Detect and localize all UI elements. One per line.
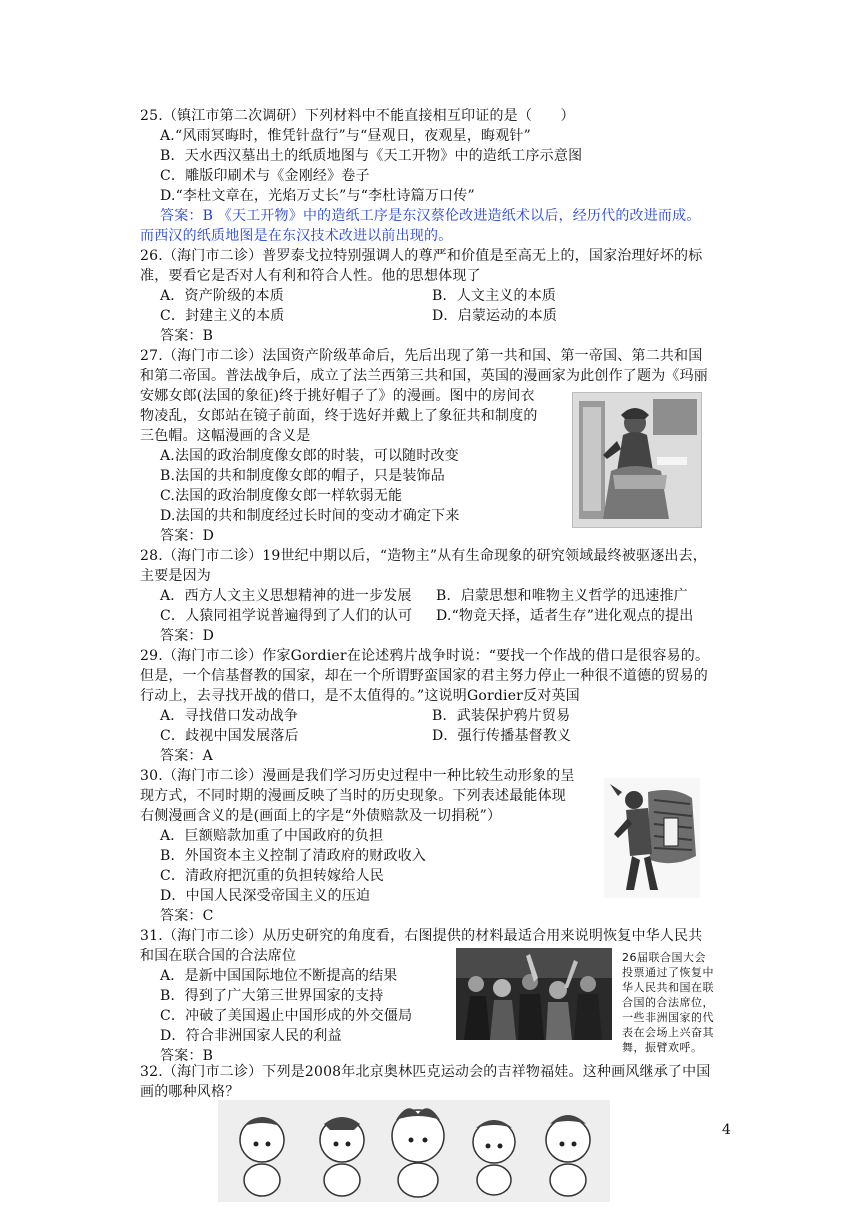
q25-option-d: D.“李杜文章在，光焰万丈长”与“李杜诗篇万口传”	[160, 188, 475, 204]
un-photo-caption-line4: 合国的合法席位，	[622, 996, 714, 1009]
un-photo-caption-line1: 26届联合国大会	[622, 951, 706, 964]
q26-stem-line2: 准，要看它是否对人有利和符合人性。他的思想体现了	[140, 268, 481, 284]
q27-option-d: D.法国的共和制度经过长时间的变动才确定下来	[160, 508, 460, 524]
page-number: 4	[722, 1122, 731, 1138]
q28-option-a: A．西方人文主义思想精神的进一步发展	[160, 588, 412, 604]
q25-option-b: B．天水西汉墓出土的纸质地图与《天工开物》中的造纸工序示意图	[160, 148, 583, 164]
q31-option-d: D．符合非洲国家人民的利益	[160, 1028, 342, 1044]
q26-option-a: A．资产阶级的本质	[160, 288, 284, 304]
q26-option-c: C．封建主义的本质	[160, 308, 285, 324]
un-assembly-photo	[456, 948, 612, 1040]
q30-stem-line1: 30.（海门市二诊）漫画是我们学习历史过程中一种比较生动形象的呈	[140, 768, 575, 784]
burden-cartoon-drawing	[604, 778, 700, 898]
q28-stem-line1: 28.（海门市二诊）19世纪中期以后，“造物主”从有生命现象的研究领域最终被驱逐出去，	[140, 548, 707, 564]
q25-answer-line2: 而西汉的纸质地图是在东汉技术改进以前出现的。	[140, 228, 453, 244]
q31-answer: 答案：B	[160, 1048, 214, 1064]
fuwa-mascots-drawing	[218, 1100, 610, 1202]
q30-stem-line3: 右侧漫画含义的是(画面上的字是“外债赔款及一切捐税”）	[140, 808, 502, 824]
un-assembly-photo-drawing	[456, 948, 612, 1040]
q32-stem-line1: 32.（海门市二诊）下列是2008年北京奥林匹克运动会的吉祥物福娃。这种画风继承了中国	[140, 1064, 711, 1080]
q30-answer: 答案：C	[160, 908, 214, 924]
un-photo-caption-line5: 一些非洲国家的代	[622, 1011, 714, 1024]
q32-stem-line2: 画的哪种风格？	[140, 1084, 240, 1100]
q30-option-d: D．中国人民深受帝国主义的压迫	[160, 888, 371, 904]
q26-answer: 答案：B	[160, 328, 214, 344]
q29-stem-line1: 29.（海门市二诊）作家Gordier在论述鸦片战争时说：“要找一个作战的借口是很容易的。	[140, 648, 710, 664]
burden-cartoon-image	[604, 778, 700, 898]
q25-option-a: A.“风雨冥晦时，惟凭针盘行”与“昼观日，夜观星，晦观针”	[160, 128, 531, 144]
q31-option-c: C．冲破了美国遏止中国形成的外交僵局	[160, 1008, 413, 1024]
q29-option-a: A．寻找借口发动战争	[160, 708, 299, 724]
q25-answer-line1: 答案：B 《天工开物》中的造纸工序是东汉蔡伦改进造纸术以后，经历代的改进而成。	[160, 208, 701, 224]
q27-option-b: B.法国的共和制度像女郎的帽子，只是装饰品	[160, 468, 445, 484]
q27-answer: 答案：D	[160, 528, 215, 544]
un-photo-caption-line7: 舞，振臂欢呼。	[622, 1041, 703, 1054]
marianne-cartoon-drawing	[573, 393, 701, 527]
q30-stem-line2: 现方式，不同时期的漫画反映了当时的历史现象。下列表述最能体现	[140, 788, 566, 804]
q29-stem-line2: 但是，一个信基督教的国家，却在一个所谓野蛮国家的君主努力停止一种很不道德的贸易的	[140, 668, 708, 684]
q29-option-d: D．强行传播基督教义	[432, 728, 572, 744]
q27-stem-line3: 安娜女郎(法国的象征)终于挑好帽子了》的漫画。图中的房间衣	[140, 388, 535, 404]
q27-option-a: A.法国的政治制度像女郎的时装，可以随时改变	[160, 448, 459, 464]
q31-stem-line2: 和国在联合国的合法席位	[140, 948, 297, 964]
q28-option-d: D.“物竞天择，适者生存”进化观点的提出	[436, 608, 694, 624]
q29-option-b: B．武装保护鸦片贸易	[432, 708, 571, 724]
q27-option-c: C.法国的政治制度像女郎一样软弱无能	[160, 488, 403, 504]
q28-stem-line2: 主要是因为	[140, 568, 211, 584]
q25-option-c: C．雕版印刷术与《金刚经》卷子	[160, 168, 370, 184]
q31-stem-line1: 31.（海门市二诊）从历史研究的角度看，右图提供的材料最适合用来说明恢复中华人民共	[140, 928, 703, 944]
q27-stem-line2: 和第二帝国。普法战争后，成立了法兰西第三共和国，英国的漫画家为此创作了题为《玛丽	[140, 368, 708, 384]
q26-option-d: D．启蒙运动的本质	[432, 308, 558, 324]
q25-stem: 25.（镇江市第二次调研）下列材料中不能直接相互印证的是（ ）	[140, 108, 575, 124]
q30-option-b: B．外国资本主义控制了清政府的财政收入	[160, 848, 427, 864]
q26-stem-line1: 26.（海门市二诊）普罗泰戈拉特别强调人的尊严和价值是至高无上的，国家治理好坏的标	[140, 248, 703, 264]
q27-stem-line1: 27.（海门市二诊）法国资产阶级革命后，先后出现了第一共和国、第一帝国、第二共和国	[140, 348, 703, 364]
un-photo-caption-line2: 投票通过了恢复中	[622, 966, 714, 979]
q29-stem-line3: 行动上，去寻找开战的借口，是不太值得的。”这说明Gordier反对英国	[140, 688, 580, 704]
q31-option-b: B．得到了广大第三世界国家的支持	[160, 988, 384, 1004]
q27-stem-line5: 三色帽。这幅漫画的含义是	[140, 428, 311, 444]
q28-option-b: B．启蒙思想和唯物主义哲学的迅速推广	[436, 588, 688, 604]
marianne-cartoon-image	[572, 392, 702, 528]
q30-option-c: C．清政府把沉重的负担转嫁给人民	[160, 868, 384, 884]
fuwa-mascots-image	[218, 1100, 610, 1202]
q27-stem-line4: 物凌乱，女郎站在镜子前面，终于选好并戴上了象征共和制度的	[140, 408, 538, 424]
q26-option-b: B．人文主义的本质	[432, 288, 557, 304]
q28-answer: 答案：D	[160, 628, 215, 644]
un-photo-caption-line6: 表在会场上兴奋其	[622, 1026, 714, 1039]
q29-option-c: C．歧视中国发展落后	[160, 728, 299, 744]
q30-option-a: A．巨额赔款加重了中国政府的负担	[160, 828, 384, 844]
q29-answer: 答案：A	[160, 748, 213, 764]
un-photo-caption-line3: 华人民共和国在联	[622, 981, 714, 994]
q28-option-c: C．人猿同祖学说普遍得到了人们的认可	[160, 608, 413, 624]
q31-option-a: A．是新中国国际地位不断提高的结果	[160, 968, 398, 984]
